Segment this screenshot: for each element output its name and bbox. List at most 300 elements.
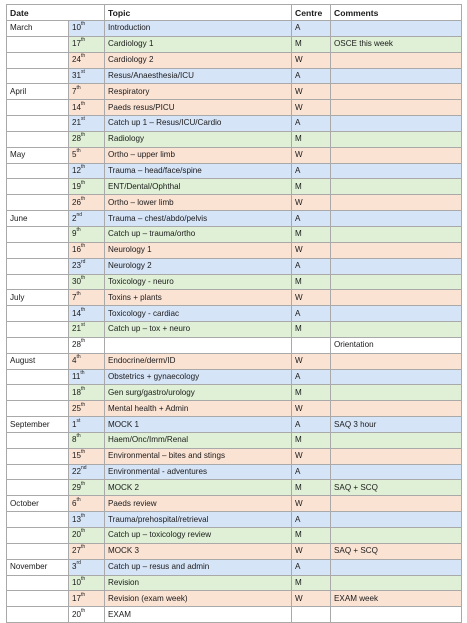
day-suffix: th: [81, 528, 86, 535]
day-number: 26: [72, 197, 82, 207]
day-cell: [69, 100, 105, 116]
day-cell: [69, 607, 105, 623]
comment-cell: [331, 575, 462, 591]
day-suffix: th: [76, 354, 81, 361]
comment-cell: [331, 512, 462, 528]
day-cell: [69, 591, 105, 607]
month-cell: [7, 464, 69, 480]
day-suffix: th: [81, 449, 86, 456]
day-suffix: th: [80, 369, 85, 376]
day-cell: [69, 52, 105, 68]
day-number: 11: [72, 371, 81, 381]
day-cell: [69, 21, 105, 37]
table-row: [7, 401, 462, 417]
table-row: [7, 258, 462, 274]
day-cell: [69, 131, 105, 147]
day-number: 20: [72, 530, 82, 540]
comment-cell: [331, 496, 462, 512]
day-cell: [69, 353, 105, 369]
header-date: Date: [7, 5, 105, 21]
table-row: [7, 369, 462, 385]
month-cell: [7, 401, 69, 417]
topic-cell: Trauma – head/face/spine: [105, 163, 292, 179]
centre-cell: W: [292, 401, 331, 417]
topic-cell: Catch up – toxicology review: [105, 528, 292, 544]
centre-cell: A: [292, 512, 331, 528]
comment-cell: [331, 258, 462, 274]
topic-cell: Ortho – lower limb: [105, 195, 292, 211]
day-number: 17: [72, 593, 82, 603]
month-cell: August: [7, 353, 69, 369]
day-cell: [69, 242, 105, 258]
month-cell: [7, 337, 69, 353]
day-suffix: th: [81, 53, 86, 60]
centre-cell: M: [292, 480, 331, 496]
day-cell: [69, 84, 105, 100]
month-cell: [7, 575, 69, 591]
comment-cell: [331, 52, 462, 68]
topic-cell: Neurology 2: [105, 258, 292, 274]
day-suffix: th: [81, 544, 86, 551]
comment-cell: [331, 353, 462, 369]
day-suffix: th: [76, 227, 81, 234]
topic-cell: EXAM: [105, 607, 292, 623]
month-cell: [7, 242, 69, 258]
comment-cell: [331, 68, 462, 84]
month-cell: September: [7, 417, 69, 433]
day-cell: [69, 195, 105, 211]
table-row: [7, 353, 462, 369]
day-number: 24: [72, 55, 82, 65]
day-suffix: st: [76, 417, 81, 424]
day-number: 28: [72, 134, 82, 144]
day-suffix: th: [81, 195, 86, 202]
table-row: [7, 100, 462, 116]
day-cell: [69, 337, 105, 353]
day-number: 21: [72, 118, 82, 128]
day-suffix: th: [81, 164, 86, 171]
day-number: 28: [72, 340, 82, 350]
centre-cell: A: [292, 68, 331, 84]
header-row: [7, 5, 462, 21]
table-row: [7, 290, 462, 306]
comment-cell: [331, 147, 462, 163]
topic-cell: Respiratory: [105, 84, 292, 100]
month-cell: [7, 179, 69, 195]
table-row: [7, 575, 462, 591]
comment-cell: [331, 306, 462, 322]
table-row: [7, 528, 462, 544]
day-suffix: th: [81, 512, 86, 519]
month-cell: November: [7, 559, 69, 575]
day-number: 16: [72, 245, 82, 255]
month-cell: [7, 274, 69, 290]
day-number: 25: [72, 403, 82, 413]
table-row: [7, 432, 462, 448]
table-row: [7, 417, 462, 433]
day-number: 10: [72, 23, 82, 33]
day-suffix: th: [81, 575, 86, 582]
table-row: [7, 211, 462, 227]
header-topic: Topic: [105, 5, 292, 21]
table-row: [7, 512, 462, 528]
day-suffix: st: [81, 68, 85, 75]
table-row: [7, 226, 462, 242]
day-number: 7: [72, 86, 77, 96]
comment-cell: [331, 385, 462, 401]
comment-cell: SAQ + SCQ: [331, 543, 462, 559]
centre-cell: [292, 337, 331, 353]
schedule-table: [6, 4, 462, 623]
topic-cell: Gen surg/gastro/urology: [105, 385, 292, 401]
day-number: 2: [72, 213, 77, 223]
comment-cell: SAQ + SCQ: [331, 480, 462, 496]
centre-cell: M: [292, 528, 331, 544]
day-suffix: th: [76, 148, 81, 155]
comment-cell: [331, 179, 462, 195]
comment-cell: SAQ 3 hour: [331, 417, 462, 433]
day-cell: [69, 464, 105, 480]
topic-cell: Cardiology 1: [105, 36, 292, 52]
comment-cell: [331, 116, 462, 132]
topic-cell: Toxins + plants: [105, 290, 292, 306]
day-suffix: th: [81, 179, 86, 186]
topic-cell: Revision: [105, 575, 292, 591]
centre-cell: [292, 607, 331, 623]
topic-cell: Radiology: [105, 131, 292, 147]
topic-cell: Cardiology 2: [105, 52, 292, 68]
table-row: [7, 543, 462, 559]
centre-cell: W: [292, 290, 331, 306]
schedule-body: [7, 21, 462, 623]
centre-cell: M: [292, 36, 331, 52]
day-suffix: rd: [81, 259, 86, 266]
topic-cell: Catch up 1 – Resus/ICU/Cardio: [105, 116, 292, 132]
day-suffix: th: [81, 243, 86, 250]
comment-cell: [331, 226, 462, 242]
centre-cell: M: [292, 432, 331, 448]
day-number: 13: [72, 514, 82, 524]
centre-cell: A: [292, 464, 331, 480]
month-cell: [7, 100, 69, 116]
table-row: [7, 274, 462, 290]
day-number: 5: [72, 150, 77, 160]
day-cell: [69, 179, 105, 195]
day-number: 22: [72, 467, 82, 477]
day-number: 27: [72, 546, 82, 556]
comment-cell: OSCE this week: [331, 36, 462, 52]
table-row: [7, 448, 462, 464]
comment-cell: EXAM week: [331, 591, 462, 607]
table-row: [7, 52, 462, 68]
month-cell: [7, 607, 69, 623]
day-cell: [69, 575, 105, 591]
month-cell: [7, 385, 69, 401]
topic-cell: Trauma – chest/abdo/pelvis: [105, 211, 292, 227]
table-row: [7, 195, 462, 211]
centre-cell: W: [292, 448, 331, 464]
day-cell: [69, 258, 105, 274]
table-row: [7, 68, 462, 84]
centre-cell: A: [292, 211, 331, 227]
table-row: [7, 322, 462, 338]
day-suffix: th: [81, 37, 86, 44]
comment-cell: [331, 401, 462, 417]
day-cell: [69, 68, 105, 84]
centre-cell: A: [292, 21, 331, 37]
month-cell: [7, 131, 69, 147]
topic-cell: Ortho – upper limb: [105, 147, 292, 163]
month-cell: [7, 432, 69, 448]
table-row: [7, 607, 462, 623]
day-suffix: th: [81, 480, 86, 487]
comment-cell: [331, 100, 462, 116]
day-cell: [69, 322, 105, 338]
month-cell: [7, 528, 69, 544]
table-row: [7, 480, 462, 496]
comment-cell: [331, 163, 462, 179]
month-cell: [7, 322, 69, 338]
day-cell: [69, 496, 105, 512]
day-number: 29: [72, 482, 82, 492]
day-number: 4: [72, 356, 77, 366]
topic-cell: Revision (exam week): [105, 591, 292, 607]
topic-cell: MOCK 1: [105, 417, 292, 433]
centre-cell: M: [292, 274, 331, 290]
day-suffix: th: [81, 21, 86, 28]
day-suffix: th: [81, 607, 86, 614]
topic-cell: Catch up – resus and admin: [105, 559, 292, 575]
month-cell: July: [7, 290, 69, 306]
comment-cell: [331, 528, 462, 544]
topic-cell: Paeds resus/PICU: [105, 100, 292, 116]
day-number: 14: [72, 102, 82, 112]
day-cell: [69, 211, 105, 227]
day-cell: [69, 480, 105, 496]
day-suffix: th: [81, 338, 86, 345]
topic-cell: Environmental - adventures: [105, 464, 292, 480]
month-cell: June: [7, 211, 69, 227]
topic-cell: [105, 337, 292, 353]
month-cell: [7, 195, 69, 211]
table-row: [7, 591, 462, 607]
centre-cell: A: [292, 559, 331, 575]
comment-cell: [331, 559, 462, 575]
table-row: [7, 337, 462, 353]
topic-cell: Neurology 1: [105, 242, 292, 258]
day-number: 1: [72, 419, 77, 429]
day-suffix: th: [81, 401, 86, 408]
topic-cell: Obstetrics + gynaecology: [105, 369, 292, 385]
month-cell: [7, 512, 69, 528]
centre-cell: M: [292, 226, 331, 242]
month-cell: [7, 448, 69, 464]
comment-cell: [331, 195, 462, 211]
centre-cell: M: [292, 575, 331, 591]
topic-cell: Toxicology - cardiac: [105, 306, 292, 322]
day-number: 21: [72, 324, 82, 334]
header-centre: Centre: [292, 5, 331, 21]
day-suffix: th: [81, 306, 86, 313]
topic-cell: Haem/Onc/Imm/Renal: [105, 432, 292, 448]
month-cell: [7, 116, 69, 132]
day-cell: [69, 432, 105, 448]
day-cell: [69, 448, 105, 464]
day-cell: [69, 163, 105, 179]
day-cell: [69, 528, 105, 544]
topic-cell: Paeds review: [105, 496, 292, 512]
month-cell: [7, 591, 69, 607]
day-suffix: rd: [76, 560, 81, 567]
day-suffix: th: [81, 385, 86, 392]
day-number: 20: [72, 609, 82, 619]
centre-cell: W: [292, 84, 331, 100]
month-cell: April: [7, 84, 69, 100]
comment-cell: [331, 464, 462, 480]
centre-cell: M: [292, 385, 331, 401]
day-suffix: th: [76, 433, 81, 440]
topic-cell: Toxicology - neuro: [105, 274, 292, 290]
day-number: 9: [72, 229, 77, 239]
day-number: 12: [72, 166, 82, 176]
table-row: [7, 179, 462, 195]
day-cell: [69, 36, 105, 52]
day-suffix: st: [81, 322, 85, 329]
day-suffix: th: [76, 496, 81, 503]
day-suffix: nd: [81, 465, 87, 472]
month-cell: [7, 306, 69, 322]
month-cell: [7, 543, 69, 559]
topic-cell: Endocrine/derm/ID: [105, 353, 292, 369]
day-number: 17: [72, 39, 82, 49]
topic-cell: MOCK 2: [105, 480, 292, 496]
centre-cell: W: [292, 195, 331, 211]
table-row: [7, 385, 462, 401]
table-row: [7, 36, 462, 52]
topic-cell: Mental health + Admin: [105, 401, 292, 417]
day-cell: [69, 401, 105, 417]
table-row: [7, 559, 462, 575]
comment-cell: [331, 242, 462, 258]
day-cell: [69, 116, 105, 132]
day-cell: [69, 226, 105, 242]
centre-cell: A: [292, 369, 331, 385]
day-number: 8: [72, 435, 77, 445]
table-row: [7, 306, 462, 322]
centre-cell: W: [292, 353, 331, 369]
centre-cell: W: [292, 591, 331, 607]
table-row: [7, 21, 462, 37]
day-cell: [69, 290, 105, 306]
day-number: 10: [72, 577, 82, 587]
day-cell: [69, 559, 105, 575]
centre-cell: W: [292, 52, 331, 68]
day-number: 7: [72, 292, 77, 302]
comment-cell: Orientation: [331, 337, 462, 353]
centre-cell: W: [292, 100, 331, 116]
centre-cell: W: [292, 543, 331, 559]
table-row: [7, 131, 462, 147]
day-suffix: th: [76, 290, 81, 297]
topic-cell: Catch up – tox + neuro: [105, 322, 292, 338]
day-number: 18: [72, 387, 82, 397]
day-number: 30: [72, 276, 82, 286]
month-cell: [7, 258, 69, 274]
day-cell: [69, 543, 105, 559]
day-cell: [69, 417, 105, 433]
centre-cell: A: [292, 417, 331, 433]
centre-cell: W: [292, 242, 331, 258]
topic-cell: ENT/Dental/Ophthal: [105, 179, 292, 195]
table-row: [7, 84, 462, 100]
comment-cell: [331, 21, 462, 37]
centre-cell: M: [292, 179, 331, 195]
day-cell: [69, 512, 105, 528]
topic-cell: MOCK 3: [105, 543, 292, 559]
day-number: 3: [72, 562, 77, 572]
centre-cell: A: [292, 116, 331, 132]
day-suffix: th: [81, 100, 86, 107]
month-cell: October: [7, 496, 69, 512]
day-number: 14: [72, 308, 82, 318]
month-cell: [7, 369, 69, 385]
table-row: [7, 147, 462, 163]
month-cell: [7, 68, 69, 84]
day-number: 19: [72, 181, 82, 191]
day-suffix: th: [81, 132, 86, 139]
comment-cell: [331, 607, 462, 623]
day-suffix: nd: [76, 211, 83, 218]
centre-cell: M: [292, 322, 331, 338]
month-cell: May: [7, 147, 69, 163]
comment-cell: [331, 369, 462, 385]
month-cell: [7, 480, 69, 496]
day-cell: [69, 306, 105, 322]
day-cell: [69, 385, 105, 401]
topic-cell: Resus/Anaesthesia/ICU: [105, 68, 292, 84]
day-suffix: th: [81, 591, 86, 598]
day-suffix: th: [81, 274, 86, 281]
comment-cell: [331, 432, 462, 448]
table-row: [7, 464, 462, 480]
comment-cell: [331, 211, 462, 227]
comment-cell: [331, 322, 462, 338]
table-row: [7, 163, 462, 179]
topic-cell: Environmental – bites and stings: [105, 448, 292, 464]
table-row: [7, 242, 462, 258]
comment-cell: [331, 131, 462, 147]
topic-cell: Catch up – trauma/ortho: [105, 226, 292, 242]
month-cell: [7, 226, 69, 242]
month-cell: March: [7, 21, 69, 37]
centre-cell: A: [292, 258, 331, 274]
comment-cell: [331, 84, 462, 100]
day-number: 6: [72, 498, 77, 508]
centre-cell: A: [292, 163, 331, 179]
topic-cell: Trauma/prehospital/retrieval: [105, 512, 292, 528]
day-cell: [69, 147, 105, 163]
header-comments: Comments: [331, 5, 462, 21]
table-row: [7, 496, 462, 512]
day-number: 23: [72, 261, 82, 271]
table-row: [7, 116, 462, 132]
centre-cell: W: [292, 496, 331, 512]
comment-cell: [331, 448, 462, 464]
month-cell: [7, 36, 69, 52]
centre-cell: M: [292, 131, 331, 147]
day-cell: [69, 274, 105, 290]
day-number: 31: [72, 70, 82, 80]
